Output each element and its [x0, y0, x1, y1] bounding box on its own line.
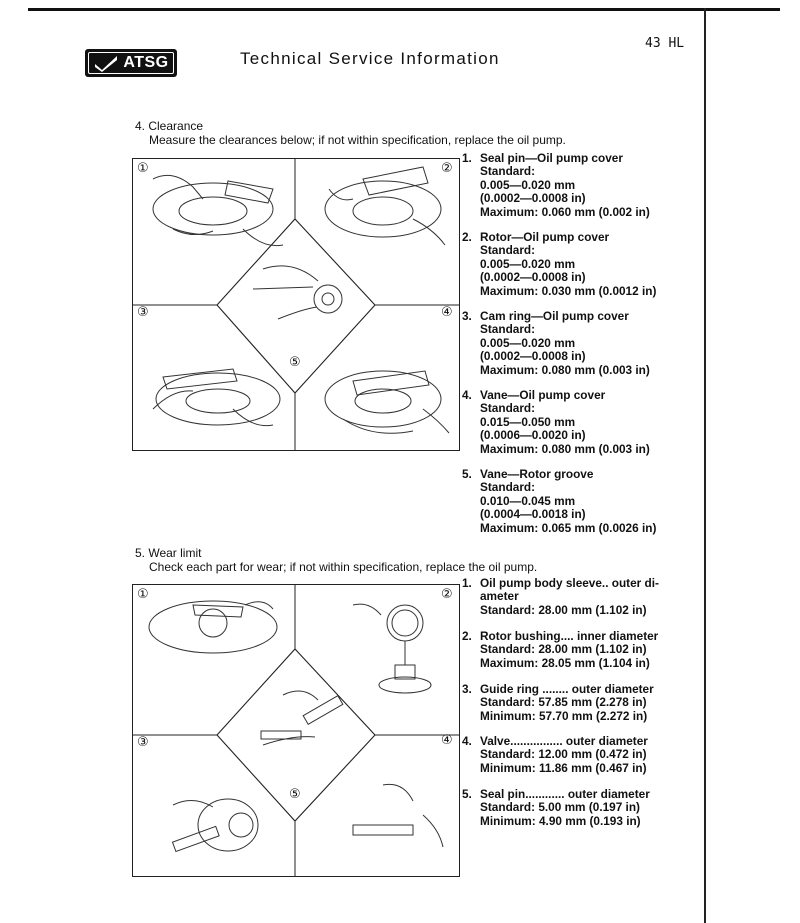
wear-item-1: 1. Oil pump body sleeve.. outer di- ameter Standard: 28.00 mm (1.102 in)	[462, 576, 659, 617]
wear-heading: 5. Wear limit	[135, 546, 202, 560]
wear-instruction: Check each part for wear; if not within specification, replace the oil pump.	[149, 560, 538, 574]
figure-label-4: ④	[441, 305, 453, 320]
wear-figure-label-1: ①	[137, 587, 149, 602]
clearance-item-2: 2. Rotor—Oil pump cover Standard: 0.005—0.020 mm (0.0002—0.0008 in) Maximum: 0.030 mm (0.0012 in)	[462, 230, 657, 298]
clearance-figure	[132, 158, 460, 451]
clearance-instruction: Measure the clearances below; if not within specification, replace the oil pump.	[149, 133, 566, 147]
clearance-item-1: 1. Seal pin—Oil pump cover Standard: 0.005—0.020 mm (0.0002—0.0008 in) Maximum: 0.060 mm (0.002 in)	[462, 151, 650, 219]
atsg-logo	[85, 49, 177, 77]
page-number: 43 HL	[645, 36, 685, 51]
wear-item-2: 2. Rotor bushing.... inner diameter Standard: 28.00 mm (1.102 in) Maximum: 28.05 mm (1.104 in)	[462, 629, 659, 670]
clearance-item-4: 4. Vane—Oil pump cover Standard: 0.015—0.050 mm (0.0006—0.0020 in) Maximum: 0.080 mm (0.003 in)	[462, 388, 650, 456]
logo-text: ATSG	[123, 54, 169, 71]
page-title: Technical Service Information	[240, 49, 500, 68]
figure-label-1: ①	[137, 161, 149, 176]
wear-item-3: 3. Guide ring ........ outer diameter Standard: 57.85 mm (2.278 in) Minimum: 57.70 mm (2.272 in)	[462, 682, 654, 723]
clearance-heading: 4. Clearance	[135, 119, 204, 133]
figure-label-3: ③	[137, 305, 149, 320]
clearance-item-5: 5. Vane—Rotor groove Standard: 0.010—0.045 mm (0.0004—0.0018 in) Maximum: 0.065 mm (0.0026 in)	[462, 467, 657, 535]
figure-label-5: ⑤	[289, 355, 301, 370]
top-rule	[28, 8, 780, 11]
wear-figure	[132, 584, 460, 877]
right-margin-rule	[704, 8, 706, 923]
checkmark-icon	[93, 54, 119, 72]
wear-item-5: 5. Seal pin............ outer diameter Standard: 5.00 mm (0.197 in) Minimum: 4.90 mm (0.193 in)	[462, 787, 650, 828]
wear-figure-label-2: ②	[441, 587, 453, 602]
wear-figure-label-5: ⑤	[289, 787, 301, 802]
figure-label-2: ②	[441, 161, 453, 176]
wear-item-4: 4. Valve................ outer diameter Standard: 12.00 mm (0.472 in) Minimum: 11.86 mm (0.467 in)	[462, 734, 648, 775]
clearance-item-3: 3. Cam ring—Oil pump cover Standard: 0.005—0.020 mm (0.0002—0.0008 in) Maximum: 0.080 mm (0.003 in)	[462, 309, 650, 377]
wear-figure-label-3: ③	[137, 735, 149, 750]
wear-figure-label-4: ④	[441, 733, 453, 748]
